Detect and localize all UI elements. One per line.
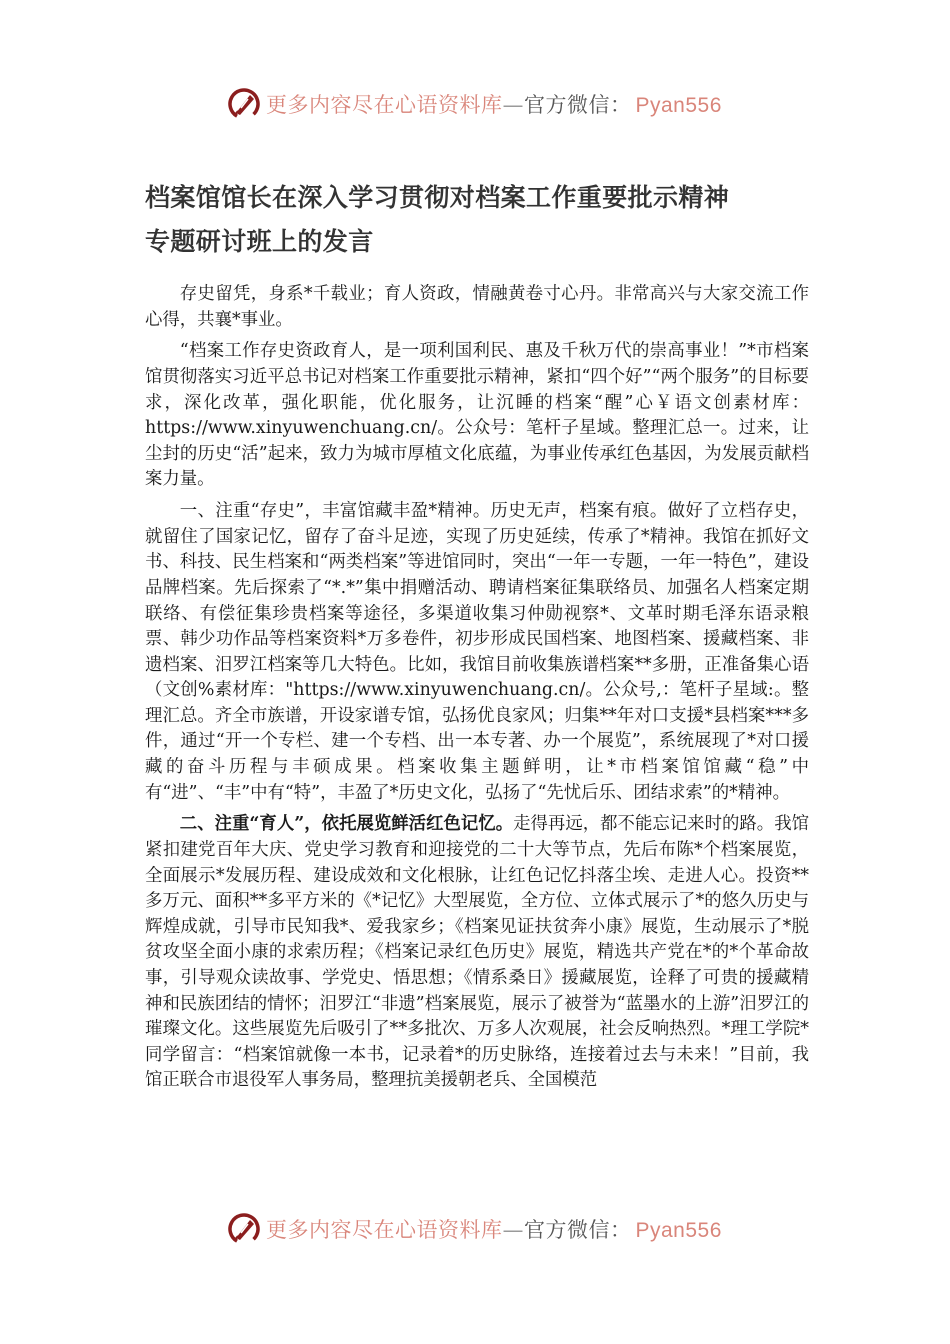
- banner-dash: —: [502, 1218, 524, 1242]
- banner-wechat-label: 官方微信：: [524, 1218, 632, 1242]
- paragraph-section-one: 一、注重“存史”，丰富馆藏丰盈*精神。历史无声，档案有痕。做好了立档存史，就留住了国家记忆，留存了奋斗足迹，实现了历史延续，传承了*精神。我馆在抓好文书、科技、民生档案和“两类档案”等进馆同时，突出“一年一专题，一年一特色”，建设品牌档案。先后探索了“*.*”集中捐赠活动、聘请档案征集联络员、加强名人档案定期联络、有偿征集珍贵档案等途径，多渠道收集习仲勋视察*、文革时期毛泽东语录粮票、韩少功作品等档案资料*万多卷件，初步形成民国档案、地图档案、援藏档案、非遗档案、汨罗江档案等几大特色。比如，我馆目前收集族谱档案**多册，正准备集心语（文创%素材库："https://www.xinyuwenchuang.cn/。公众号,：笔杆子星域:。整理汇总。齐全市族谱，开设家谱专馆，弘扬优良家风；归集**年对口支援*县档案***多件，通过“开一个专栏、建一个专档、出一本专著、办一个展览”，系统展现了*对口援藏的奋斗历程与丰硕成果。档案收集主题鲜明，让*市档案馆馆藏“稳”中有“进”、“丰”中有“特”，丰盈了*历史文化，弘扬了“先忧后乐、团结求索”的*精神。: [145, 501, 809, 803]
- banner-wechat-label: 官方微信：: [524, 93, 632, 117]
- paragraph-overview: “档案工作存史资政育人，是一项利国利民、惠及千秋万代的崇高事业！”*市档案馆贯彻落实习近平总书记对档案工作重要批示精神，紧扣“四个好”“两个服务”的目标要求，深化改革，强化职能，优化服务，让沉睡的档案“醒”心￥语文创素材库：https://www.xinyuwenchuang.cn/。公众号：笔杆子星域。整理汇总一。过来，让尘封的历史“活”起来，致力为城市厚植文化底蕴，为事业传承红色基因，为发展贡献档案力量。: [145, 341, 809, 490]
- paragraph-intro: 存史留凭，身系*千载业；育人资政，情融黄卷寸心丹。非常高兴与大家交流工作心得，共襄*事业。: [145, 284, 809, 330]
- banner-site-name: 更多内容尽在心语资料库: [266, 93, 503, 117]
- quill-pen-logo-icon: [226, 86, 262, 122]
- banner-text: [266, 89, 722, 119]
- footer-watermark-banner: [226, 1209, 726, 1249]
- banner-wechat-id: Pyan556: [635, 94, 722, 117]
- banner-text: [266, 1214, 722, 1244]
- section-two-text: 走得再远，都不能忘记来时的路。我馆紧扣建党百年大庆、党史学习教育和迎接党的二十大等节点，先后布陈*个档案展览，全面展示*发展历程、建设成效和文化根脉，让红色记忆抖落尘埃、走进人心。投资**多万元、面积**多平方米的《*记忆》大型展览，全方位、立体式展示了*的悠久历史与辉煌成就，引导市民知我*、爱我家乡；《档案见证扶贫奔小康》展览，生动展示了*脱贫攻坚全面小康的求索历程；《档案记录红色历史》展览，精选共产党在*的*个革命故事，引导观众读故事、学党史、悟思想；《情系桑日》援藏展览，诠释了可贵的援藏精神和民族团结的情怀；汨罗江“非遗”档案展览，展示了被誉为“蓝墨水的上游”汨罗江的璀璨文化。这些展览先后吸引了**多批次、万多人次观展，社会反响热烈。*理工学院*同学留言：“档案馆就像一本书，记录着*的历史脉络，连接着过去与未来！”目前，我馆正联合市退役军人事务局，整理抗美援朝老兵、全国模范: [145, 814, 809, 1091]
- title-line-2: 专题研讨班上的发言: [145, 227, 374, 256]
- section-two-heading: 二、注重“育人”，依托展览鲜活红色记忆。: [179, 814, 514, 835]
- banner-dash: —: [502, 93, 524, 117]
- banner-site-name: 更多内容尽在心语资料库: [266, 1218, 503, 1242]
- document-title: [145, 176, 815, 264]
- title-line-1: 档案馆馆长在深入学习贯彻对档案工作重要批示精神: [145, 183, 730, 212]
- quill-pen-logo-icon: [226, 1211, 262, 1247]
- header-watermark-banner: [226, 84, 726, 124]
- banner-wechat-id: Pyan556: [635, 1219, 722, 1242]
- paragraph-section-two: [145, 812, 809, 1094]
- document-body: [145, 282, 809, 1100]
